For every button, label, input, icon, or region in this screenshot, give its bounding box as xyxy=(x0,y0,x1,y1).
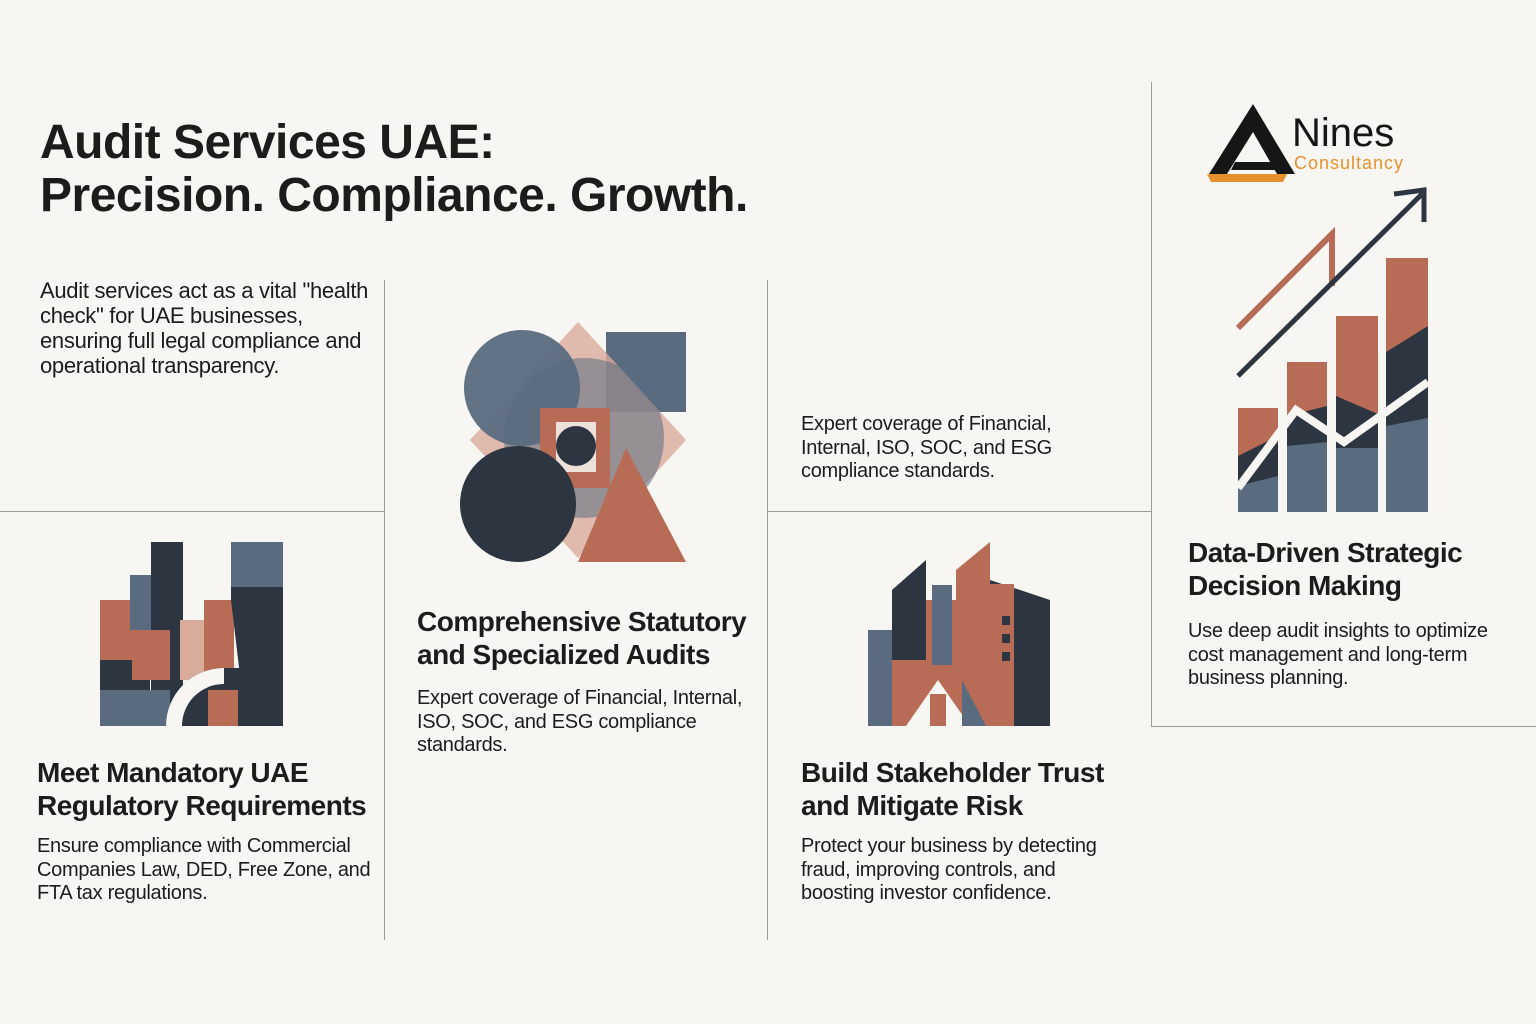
city-buildings-illustration xyxy=(96,540,286,730)
divider-right-horizontal xyxy=(1151,726,1536,727)
building-illustration xyxy=(866,540,1056,730)
divider-left-horizontal xyxy=(0,511,384,512)
growth-chart-illustration xyxy=(1234,186,1434,516)
card-audits-description: Expert coverage of Financial, Internal, ISO, SOC, and ESG compliance standards. xyxy=(417,687,743,756)
intro-text: Audit services act as a vital "health check" for UAE businesses, ensuring full legal compliance and operational transparency. xyxy=(40,278,369,378)
divider-vertical-1 xyxy=(384,280,385,940)
page-title xyxy=(40,116,748,222)
divider-vertical-3 xyxy=(1151,82,1152,726)
page-title-line-2: Precision. Compliance. Growth. xyxy=(40,169,748,222)
overlapping-shapes-illustration xyxy=(460,318,700,568)
card-data xyxy=(1188,536,1508,691)
card-audits-heading: Comprehensive Statutory and Specialized Audits xyxy=(417,606,747,670)
divider-middle-horizontal xyxy=(767,511,1152,512)
logo-name: Nines xyxy=(1292,111,1395,155)
card-regulatory-heading: Meet Mandatory UAE Regulatory Requirements xyxy=(37,757,367,821)
card-trust-heading: Build Stakeholder Trust and Mitigate Risk xyxy=(801,757,1104,821)
card-data-heading: Data-Driven Strategic Decision Making xyxy=(1188,537,1463,601)
logo-tagline: Consultancy xyxy=(1294,153,1405,173)
card-coverage xyxy=(801,413,1071,484)
page-title-line-1: Audit Services UAE: xyxy=(40,116,495,169)
triangle-logo-icon xyxy=(1205,100,1295,182)
divider-vertical-2 xyxy=(767,280,768,940)
card-regulatory xyxy=(37,756,377,906)
card-coverage-description: Expert coverage of Financial, Internal, ISO, SOC, and ESG compliance standards. xyxy=(801,413,1052,482)
card-trust-description: Protect your business by detecting fraud, improving controls, and boosting investor confidence. xyxy=(801,835,1097,904)
card-data-description: Use deep audit insights to optimize cost management and long-term business planning. xyxy=(1188,620,1488,689)
card-trust xyxy=(801,756,1131,906)
card-audits xyxy=(417,605,757,758)
card-regulatory-description: Ensure compliance with Commercial Companies Law, DED, Free Zone, and FTA tax regulations. xyxy=(37,835,371,904)
